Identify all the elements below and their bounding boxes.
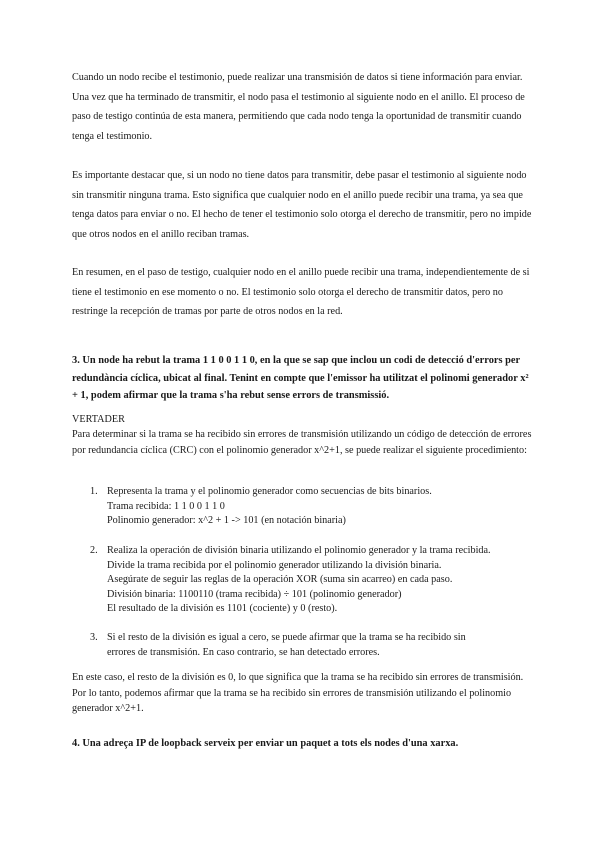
- list-item-number: 2.: [90, 545, 98, 556]
- step-2-line: El resultado de la división es 1101 (cociente) y 0 (resto).: [107, 603, 338, 614]
- step-3-line: Si el resto de la división es igual a cero, se puede afirmar que la trama se ha recibido sin: [107, 632, 466, 643]
- step-2-line: Divide la trama recibida por el polinomio generador utilizando la división binaria.: [107, 559, 442, 571]
- answer-intro: Para determinar si la trama se ha recibido sin errores de transmisión utilizando un código de detección de errores por redundancia cíclica (CRC) con el polinomio generador x^2+1, se puede realizar el siguiente procedimiento:: [72, 429, 532, 456]
- question-3-heading: 3. Un node ha rebut la trama 1 1 0 0 1 1 0, en la que se sap que inclou un codi de detecció d'errors per redundància cíclica, ubicat al final. Tenint en compte que l'emissor ha utilitzat el polinomi generador x² + 1, podem afirmar que la trama s'ha rebut sense errors de transmissió.: [72, 355, 529, 401]
- question-4-heading: 4. Una adreça IP de loopback serveix per enviar un paquet a tots els nodes d'una xarxa.: [72, 738, 459, 749]
- step-1-line: Trama recibida: 1 1 0 0 1 1 0: [107, 500, 225, 512]
- step-1-line: Representa la trama y el polinomio generador como secuencias de bits binarios.: [107, 486, 432, 497]
- list-item-number: 1.: [90, 486, 98, 497]
- step-2-line: División binaria: 1100110 (trama recibida) ÷ 101 (polinomio generador): [107, 588, 402, 600]
- paragraph-token-reception: Cuando un nodo recibe el testimonio, puede realizar una transmisión de datos si tiene información para enviar. Una vez que ha terminado de transmitir, el nodo pasa el testimonio al siguiente nodo en el anillo. El proceso de paso de testigo continúa de esta manera, permitiendo que cada nodo tenga la oportunidad de transmitir cuando tenga el testimonio.: [72, 72, 525, 142]
- answer-label: VERTADER: [72, 414, 125, 425]
- paragraph-no-data: Es importante destacar que, si un nodo no tiene datos para transmitir, debe pasar el testimonio al siguiente nodo sin transmitir ninguna trama. Esto significa que cualquier nodo en el anillo puede recibir una trama, ya sea que tenga datos para enviar o no. El hecho de tener el testimonio solo otorga el derecho de transmitir, pero no impide que otros nodos en el anillo reciban tramas.: [72, 170, 532, 240]
- paragraph-summary: En resumen, en el paso de testigo, cualquier nodo en el anillo puede recibir una trama, independientemente de si tiene el testimonio en ese momento o no. El testimonio solo otorga el derecho de transmitir datos, pero no restringe la recepción de tramas por parte de otros nodos en la red.: [72, 267, 530, 317]
- step-3-line: errores de transmisión. En caso contrario, se han detectado errores.: [107, 646, 380, 658]
- step-2-line: Asegúrate de seguir las reglas de la operación XOR (suma sin acarreo) en cada paso.: [107, 574, 453, 585]
- list-item-number: 3.: [90, 632, 98, 643]
- step-1-line: Polinomio generador: x^2 + 1 -> 101 (en notación binaria): [107, 515, 346, 526]
- step-2-line: Realiza la operación de división binaria utilizando el polinomio generador y la trama recibida.: [107, 545, 491, 556]
- conclusion-paragraph: En este caso, el resto de la división es 0, lo que significa que la trama se ha recibido sin errores de transmisión. Por lo tanto, podemos afirmar que la trama se ha recibido sin errores de transmisión utilizando el polinomio generador x^2+1.: [72, 672, 524, 714]
